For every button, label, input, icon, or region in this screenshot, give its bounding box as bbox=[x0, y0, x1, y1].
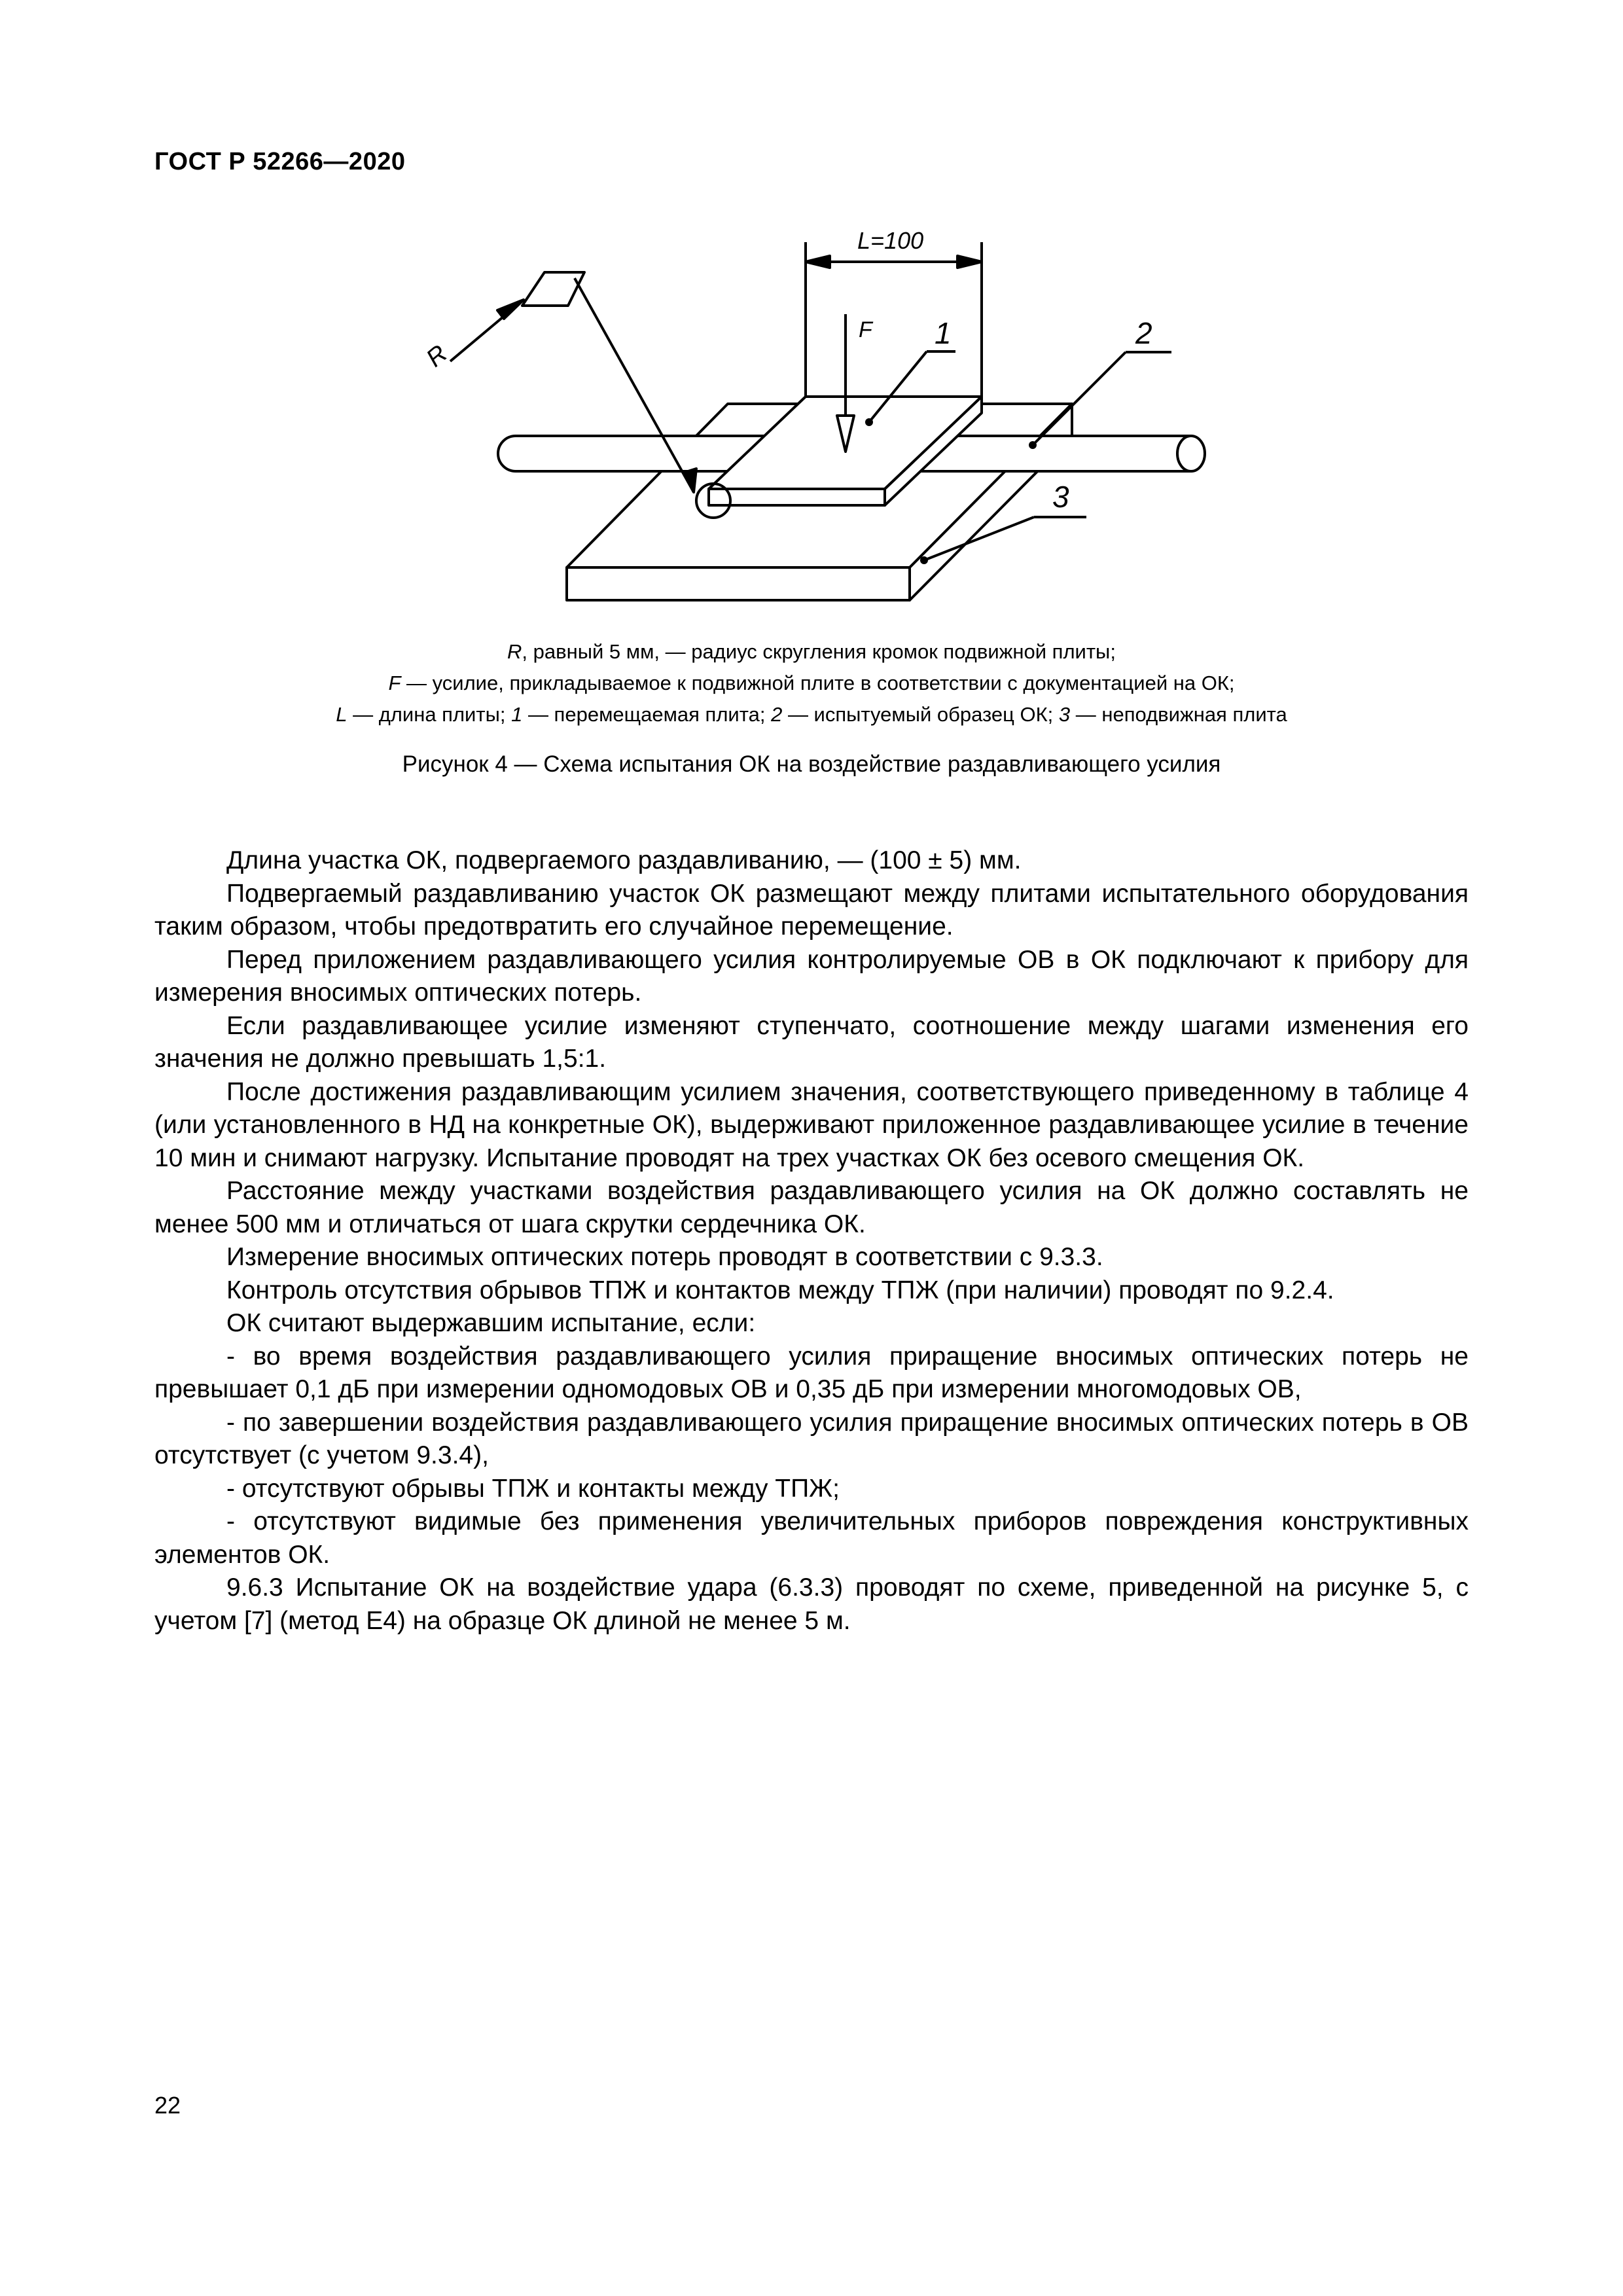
list-item: - отсутствуют обрывы ТПЖ и контакты между ТПЖ; bbox=[226, 1474, 840, 1503]
radius-label: R bbox=[421, 340, 453, 373]
paragraph: Длина участка ОК, подвергаемого раздавливанию, — (100 ± 5) мм. bbox=[226, 846, 1022, 874]
dimension-label: L=100 bbox=[857, 227, 924, 254]
paragraph: После достижения раздавливающим усилием значения, соответствующего приведенному в таблице 4 (или установленного в НД на конкретные ОК), выдерживают приложенное раздавливающее усилие в течение 10 мин и снимают нагрузку. Испытание проводят на трех участках ОК без осевого смещения ОК. bbox=[154, 1077, 1469, 1172]
list-item: - отсутствуют видимые без применения увеличительных приборов повреждения конструктивных элементов ОК. bbox=[154, 1507, 1469, 1569]
section-paragraph: 9.6.3 Испытание ОК на воздействие удара (6.3.3) проводят по схеме, приведенной на рисунке 5, с учетом [7] (метод Е4) на образце ОК длиной не менее 5 м. bbox=[154, 1573, 1469, 1635]
figure-4 bbox=[0, 0, 1623, 785]
figure-caption: Рисунок 4 — Схема испытания ОК на воздействие раздавливающего усилия bbox=[402, 751, 1221, 777]
paragraph: Расстояние между участками воздействия раздавливающего усилия на ОК должно составлять не менее 500 мм и отличаться от шага скрутки сердечника ОК. bbox=[154, 1177, 1469, 1238]
paragraph: Контроль отсутствия обрывов ТПЖ и контактов между ТПЖ (при наличии) проводят по 9.2.4. bbox=[226, 1276, 1334, 1304]
paragraph: Если раздавливающее усилие изменяют ступенчато, соотношение между шагами изменения его значения не должно превышать 1,5:1. bbox=[154, 1011, 1469, 1073]
paragraph: Подвергаемый раздавливанию участок ОК размещают между плитами испытательного оборудования таким образом, чтобы предотвратить его случайное перемещение. bbox=[154, 879, 1469, 941]
legend-line: L — длина плиты; 1 — перемещаемая плита; 2 — испытуемый образец ОК; 3 — неподвижная плита bbox=[336, 703, 1287, 726]
leader-dot-3 bbox=[920, 556, 928, 564]
body-text bbox=[154, 844, 1469, 1638]
leader-dot-2 bbox=[1029, 441, 1037, 449]
item-label-1: 1 bbox=[935, 316, 952, 350]
legend-line: F — усилие, прикладываемое к подвижной плите в соответствии с документацией на ОК; bbox=[388, 672, 1235, 694]
radius-arrowhead bbox=[497, 300, 524, 319]
legend-line: R, равный 5 мм, — радиус скругления кромок подвижной плиты; bbox=[507, 640, 1116, 663]
force-label: F bbox=[859, 317, 872, 342]
item-label-2: 2 bbox=[1135, 316, 1152, 350]
document-header: ГОСТ Р 52266—2020 bbox=[154, 148, 406, 175]
paragraph: Измерение вносимых оптических потерь проводят в соответствии с 9.3.3. bbox=[226, 1243, 1103, 1271]
page-number: 22 bbox=[154, 2092, 181, 2119]
leader-dot-1 bbox=[865, 418, 873, 426]
list-item: - по завершении воздействия раздавливающего усилия приращение вносимых оптических потерь в ОВ отсутствует (с учетом 9.3.4), bbox=[154, 1408, 1469, 1469]
paragraph: ОК считают выдержавшим испытание, если: bbox=[226, 1309, 756, 1337]
dimension-arrow-left bbox=[806, 256, 830, 268]
item-label-3: 3 bbox=[1052, 480, 1069, 514]
radius-callout-box bbox=[522, 272, 584, 306]
figure-legend bbox=[0, 636, 1623, 730]
crush-test-diagram bbox=[0, 0, 1623, 733]
list-item: - во время воздействия раздавливающего усилия приращение вносимых оптических потерь не превышает 0,1 дБ при измерении одномодовых ОВ и 0,35 дБ при измерении многомодовых ОВ, bbox=[154, 1342, 1469, 1403]
leader-line-2 bbox=[1033, 352, 1126, 445]
dimension-arrow-right bbox=[957, 256, 982, 268]
paragraph: Перед приложением раздавливающего усилия контролируемые ОВ в ОК подключают к прибору для измерения вносимых оптических потерь. bbox=[154, 945, 1469, 1007]
